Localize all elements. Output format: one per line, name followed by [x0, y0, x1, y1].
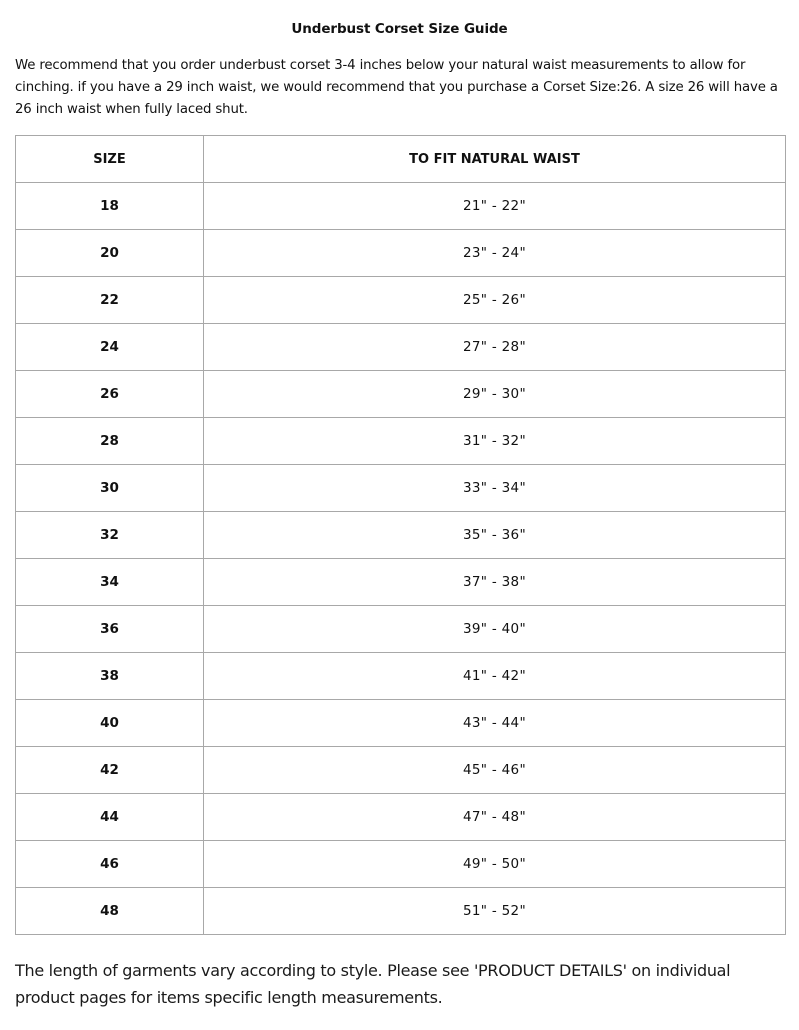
size-cell: 26: [16, 371, 204, 418]
waist-cell: 33" - 34": [204, 465, 786, 512]
table-row: [16, 559, 786, 606]
table-row: [16, 465, 786, 512]
waist-cell: 21" - 22": [204, 183, 786, 230]
waist-cell: 43" - 44": [204, 700, 786, 747]
waist-cell: 49" - 50": [204, 841, 786, 888]
garment-length-note: The length of garments vary according to style. Please see 'PRODUCT DETAILS' on individual product pages for items specific length measurements.: [15, 961, 731, 1007]
waist-cell: 45" - 46": [204, 747, 786, 794]
table-row: [16, 841, 786, 888]
size-cell: 28: [16, 418, 204, 465]
table-row: [16, 512, 786, 559]
size-cell: 20: [16, 230, 204, 277]
table-header-row: [16, 136, 786, 183]
waist-cell: 25" - 26": [204, 277, 786, 324]
size-cell: 32: [16, 512, 204, 559]
size-cell: 48: [16, 888, 204, 935]
table-row: [16, 324, 786, 371]
size-cell: 34: [16, 559, 204, 606]
table-row: [16, 700, 786, 747]
page-title: Underbust Corset Size Guide: [291, 21, 508, 37]
waist-cell: 51" - 52": [204, 888, 786, 935]
waist-cell: 27" - 28": [204, 324, 786, 371]
waist-cell: 39" - 40": [204, 606, 786, 653]
table-row: [16, 653, 786, 700]
size-cell: 24: [16, 324, 204, 371]
waist-column-header: TO FIT NATURAL WAIST: [204, 136, 786, 183]
size-cell: 46: [16, 841, 204, 888]
size-cell: 22: [16, 277, 204, 324]
table-row: [16, 418, 786, 465]
table-row: [16, 747, 786, 794]
size-cell: 18: [16, 183, 204, 230]
size-cell: 30: [16, 465, 204, 512]
waist-cell: 47" - 48": [204, 794, 786, 841]
intro-paragraph: We recommend that you order underbust corset 3-4 inches below your natural waist measurements to allow for cinching. if you have a 29 inch waist, we would recommend that you purchase a Corset Size:26. A size 26 will have a 26 inch waist when fully laced shut.: [15, 58, 778, 117]
waist-cell: 35" - 36": [204, 512, 786, 559]
table-row: [16, 606, 786, 653]
table-row: [16, 277, 786, 324]
size-cell: 42: [16, 747, 204, 794]
waist-cell: 41" - 42": [204, 653, 786, 700]
waist-cell: 23" - 24": [204, 230, 786, 277]
table-row: [16, 371, 786, 418]
size-column-header: SIZE: [16, 136, 204, 183]
table-row: [16, 183, 786, 230]
table-row: [16, 230, 786, 277]
waist-cell: 31" - 32": [204, 418, 786, 465]
size-cell: 44: [16, 794, 204, 841]
waist-cell: 37" - 38": [204, 559, 786, 606]
table-row: [16, 888, 786, 935]
waist-cell: 29" - 30": [204, 371, 786, 418]
size-cell: 38: [16, 653, 204, 700]
size-cell: 36: [16, 606, 204, 653]
size-cell: 40: [16, 700, 204, 747]
size-table: [15, 135, 786, 935]
table-row: [16, 794, 786, 841]
